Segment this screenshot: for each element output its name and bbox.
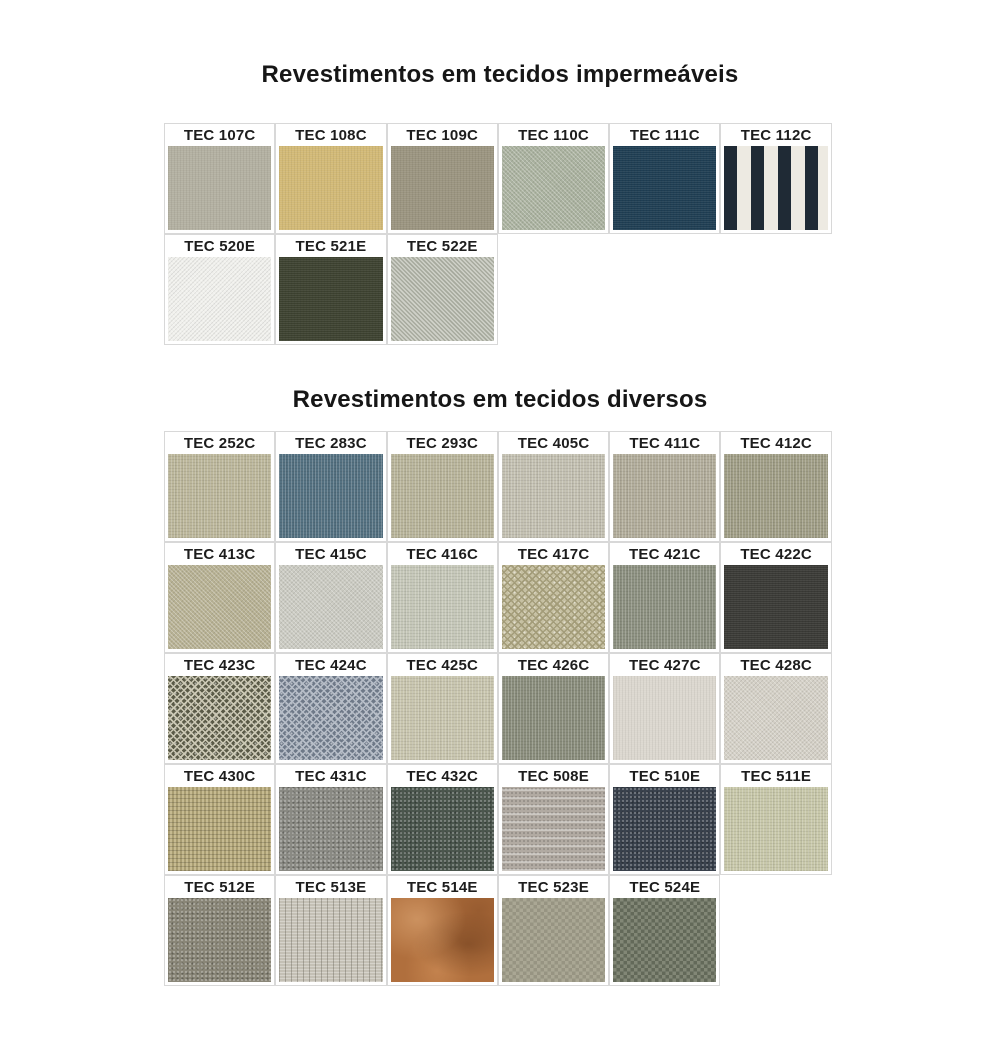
fabric-texture-image [391,787,494,871]
swatch-code-label: TEC 522E [406,237,478,255]
fabric-swatch [275,123,386,234]
fabric-swatch [498,653,609,764]
fabric-swatch [720,653,831,764]
fabric-swatch [609,542,720,653]
fabric-swatch [164,653,275,764]
fabric-swatch [164,542,275,653]
swatch-code-label: TEC 107C [183,126,256,144]
swatch-code-label: TEC 411C [629,434,701,452]
fabric-texture-image [613,146,716,230]
swatch-code-label: TEC 412C [740,434,812,452]
swatch-code-label: TEC 425C [406,656,479,674]
fabric-swatch [164,431,275,542]
fabric-swatch [275,875,386,986]
fabric-swatch [387,764,498,875]
fabric-texture-image [279,565,382,649]
swatch-code-label: TEC 431C [295,767,367,785]
swatch-code-label: TEC 422C [740,545,812,563]
fabric-texture-image [613,676,716,760]
fabric-swatch [275,542,386,653]
fabric-texture-image [724,146,827,230]
fabric-swatch [720,542,831,653]
fabric-swatch [164,234,275,345]
fabric-texture-image [724,787,827,871]
swatch-code-label: TEC 428C [740,656,812,674]
swatch-code-label: TEC 513E [295,878,367,896]
swatch-code-label: TEC 423C [183,656,256,674]
fabric-texture-image [279,676,382,760]
swatch-code-label: TEC 523E [518,878,589,896]
fabric-texture-image [391,898,494,982]
fabric-texture-image [502,454,605,538]
fabric-texture-image [613,787,716,871]
fabric-swatch [275,764,386,875]
fabric-swatch [387,875,498,986]
fabric-texture-image [168,454,271,538]
fabric-texture-image [502,898,605,982]
swatch-code-label: TEC 293C [406,434,479,452]
swatch-grid-diversos [164,431,834,986]
fabric-texture-image [502,565,605,649]
swatch-code-label: TEC 108C [295,126,367,144]
fabric-texture-image [391,454,494,538]
fabric-texture-image [279,787,382,871]
fabric-texture-image [168,676,271,760]
fabric-swatch [387,123,498,234]
fabric-texture-image [168,257,271,341]
swatch-code-label: TEC 109C [406,126,479,144]
fabric-swatch [387,653,498,764]
fabric-texture-image [279,146,382,230]
fabric-texture-image [168,787,271,871]
fabric-swatch [720,431,831,542]
fabric-swatch [720,123,831,234]
fabric-texture-image [168,565,271,649]
fabric-texture-image [279,257,382,341]
fabric-swatch [609,123,720,234]
swatch-code-label: TEC 430C [183,767,256,785]
swatch-code-label: TEC 413C [183,545,256,563]
swatch-code-label: TEC 111C [629,126,700,144]
swatch-code-label: TEC 405C [517,434,590,452]
fabric-texture-image [724,565,827,649]
swatch-code-label: TEC 511E [741,767,812,785]
fabric-swatch [164,875,275,986]
swatch-code-label: TEC 416C [406,545,479,563]
swatch-code-label: TEC 415C [295,545,367,563]
fabric-swatch [609,431,720,542]
swatch-code-label: TEC 508E [518,767,589,785]
fabric-texture-image [391,676,494,760]
swatch-code-label: TEC 521E [295,237,367,255]
swatch-code-label: TEC 283C [295,434,367,452]
fabric-texture-image [168,898,271,982]
fabric-swatch [498,875,609,986]
swatch-code-label: TEC 520E [184,237,256,255]
swatch-code-label: TEC 524E [629,878,701,896]
fabric-texture-image [168,146,271,230]
fabric-swatch [164,123,275,234]
swatch-code-label: TEC 421C [629,545,701,563]
fabric-swatch [498,764,609,875]
fabric-swatch [275,431,386,542]
fabric-swatch [387,234,498,345]
swatch-code-label: TEC 432C [406,767,479,785]
fabric-texture-image [391,257,494,341]
swatch-code-label: TEC 514E [406,878,478,896]
fabric-texture-image [613,454,716,538]
swatch-code-label: TEC 510E [629,767,701,785]
fabric-texture-image [391,146,494,230]
fabric-swatch [720,764,831,875]
fabric-texture-image [279,454,382,538]
fabric-texture-image [613,898,716,982]
fabric-swatch [609,875,720,986]
swatch-code-label: TEC 112C [740,126,812,144]
fabric-texture-image [391,565,494,649]
swatch-code-label: TEC 512E [184,878,256,896]
fabric-texture-image [502,146,605,230]
fabric-swatch [275,234,386,345]
fabric-texture-image [502,676,605,760]
section-title-diversos: Revestimentos em tecidos diversos [292,386,708,413]
fabric-swatch [387,431,498,542]
fabric-texture-image [502,787,605,871]
swatch-code-label: TEC 110C [518,126,589,144]
swatch-code-label: TEC 424C [295,656,367,674]
swatch-code-label: TEC 426C [517,656,590,674]
fabric-swatch [498,431,609,542]
fabric-texture-image [279,898,382,982]
fabric-swatch [275,653,386,764]
fabric-swatch [387,542,498,653]
swatch-code-label: TEC 427C [629,656,701,674]
fabric-swatch [609,653,720,764]
fabric-swatch [609,764,720,875]
swatch-code-label: TEC 417C [517,545,590,563]
fabric-swatch [498,123,609,234]
swatch-grid-impermeaveis [164,123,834,345]
fabric-swatch [498,542,609,653]
section-title-impermeaveis: Revestimentos em tecidos impermeáveis [261,61,739,88]
swatch-code-label: TEC 252C [183,434,256,452]
fabric-swatch [164,764,275,875]
fabric-texture-image [724,454,827,538]
fabric-texture-image [724,676,827,760]
fabric-texture-image [613,565,716,649]
